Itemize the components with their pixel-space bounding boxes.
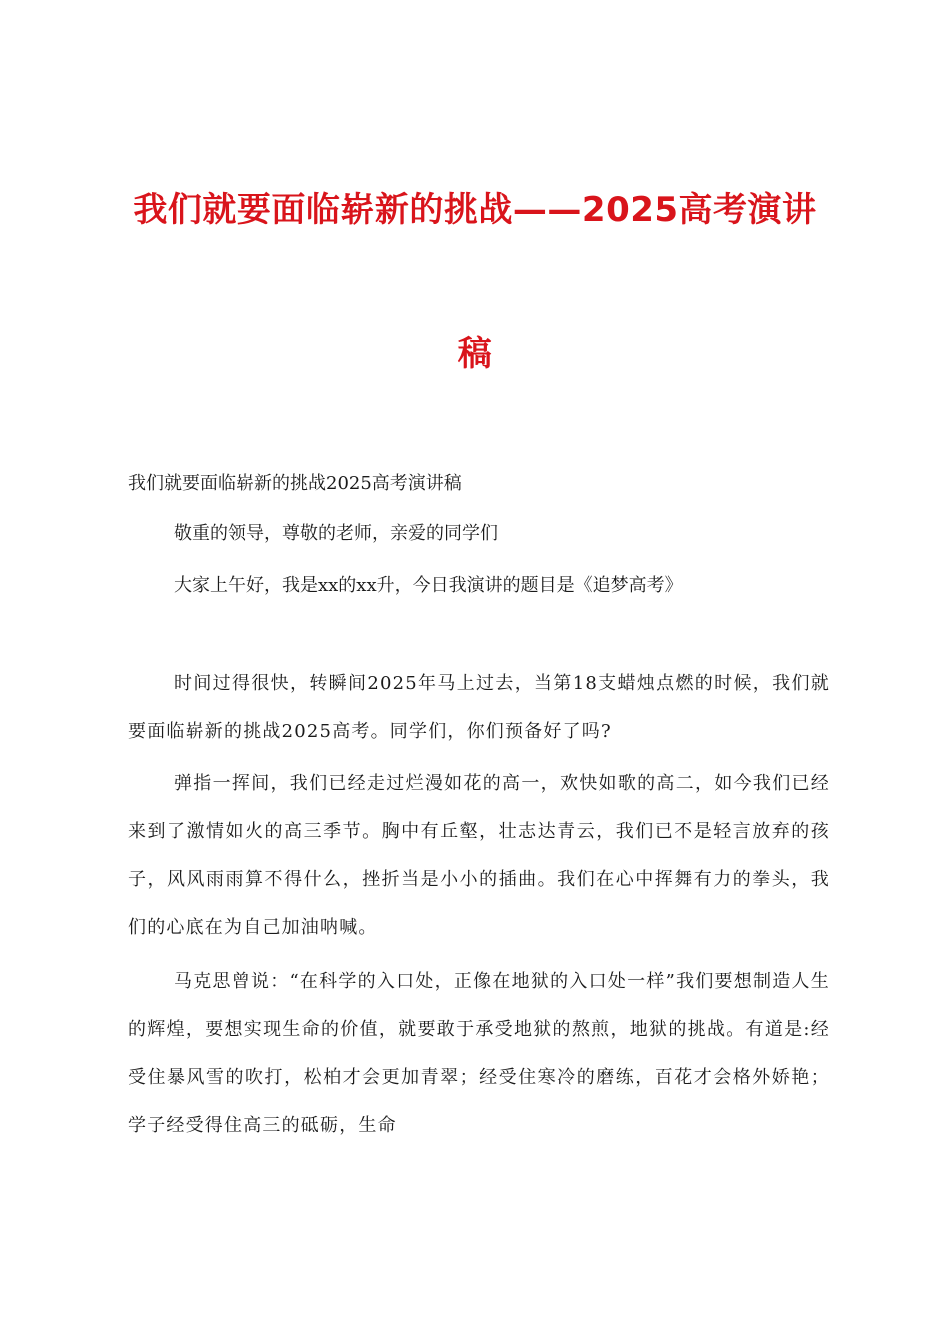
document-subtitle: 我们就要面临崭新的挑战2025高考演讲稿 <box>128 473 462 494</box>
document-title-line1: 我们就要面临崭新的挑战——2025高考演讲 <box>133 190 817 230</box>
paragraph-3: 马克思曾说：“在科学的入口处，正像在地狱的入口处一样”我们要想制造人生的辉煌，要想实现生命的价值，就要敢于承受地狱的熬煎，地狱的挑战。有道是:经受住暴风雪的吹打，松柏才会更加青翠；经受住寒冷的磨练，百花才会格外娇艳；学子经受得住高三的砥砺，生命 <box>128 971 830 1136</box>
greeting: 大家上午好，我是xx的xx升，今日我演讲的题目是《追梦高考》 <box>174 575 683 596</box>
document-title-line2: 稿 <box>457 334 493 374</box>
paragraph-1: 时间过得很快，转瞬间2025年马上过去，当第18支蜡烛点燃的时候，我们就要面临崭新的挑战2025高考。同学们，你们预备好了吗? <box>128 673 830 742</box>
paragraph-2: 弹指一挥间，我们已经走过烂漫如花的高一，欢快如歌的高二，如今我们已经来到了激情如火的高三季节。胸中有丘壑，壮志达青云，我们已不是轻言放弃的孩子，风风雨雨算不得什么，挫折当是小小的插曲。我们在心中挥舞有力的拳头，我们的心底在为自己加油呐喊。 <box>128 773 830 938</box>
salutation: 敬重的领导，尊敬的老师，亲爱的同学们 <box>174 523 498 544</box>
